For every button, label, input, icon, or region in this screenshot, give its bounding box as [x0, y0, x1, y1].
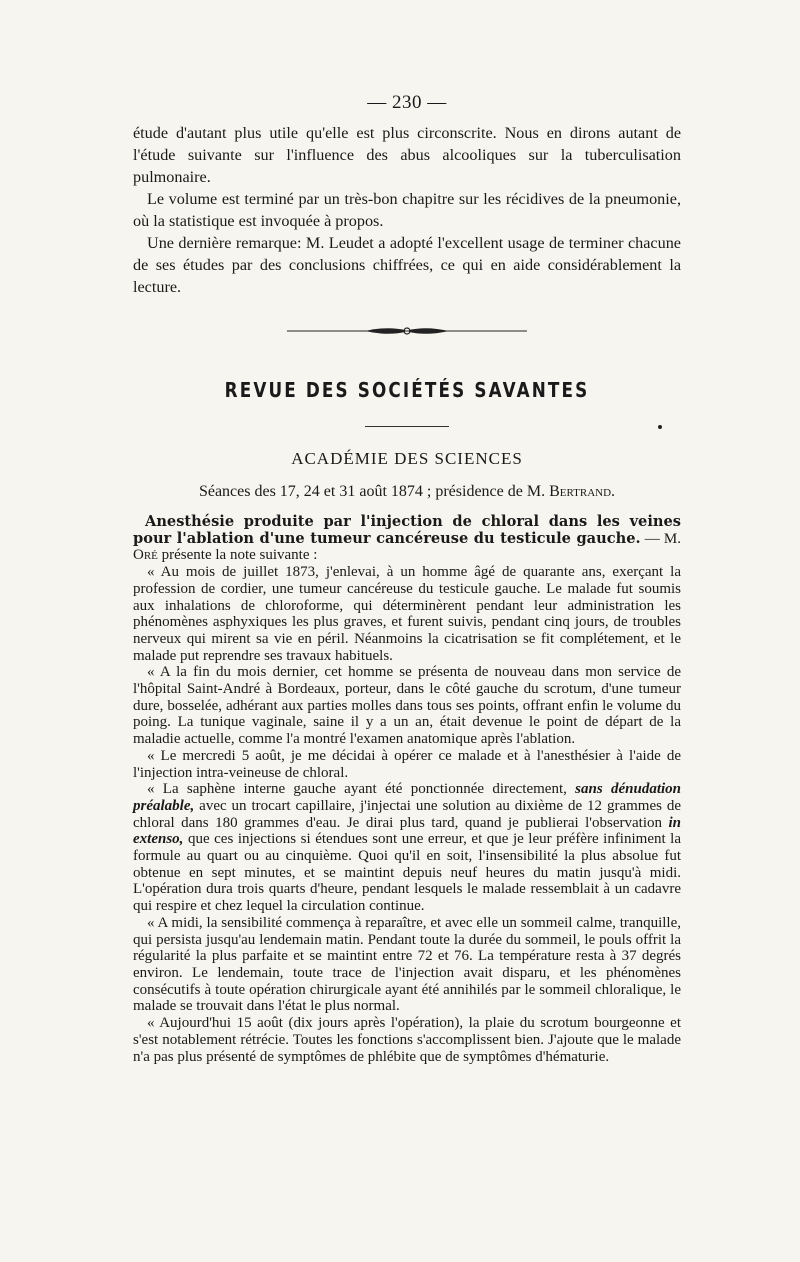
- article-heading-paragraph: [133, 514, 681, 564]
- divider-rule: [365, 426, 449, 427]
- session-text: Séances des 17, 24 et 31 août 1874 ; présidence de M.: [198, 483, 546, 500]
- article-intro-suffix: présente la note suivante :: [161, 547, 318, 564]
- article-paragraph: « A la fin du mois dernier, cet homme se présenta de nouveau dans mon service de l'hôpital Saint-André à Bordeaux, porteur, dans le côté gauche du scrotum, d'une tumeur dure, bosselée, adhérant aux parties molles dans tous ses points, offrant enfin le volume du poing. La tunique vaginale, saine il y a un an, était devenue le point de départ de la maladie actuelle, comme l'a montré l'examen anatomique après l'ablation.: [133, 664, 681, 748]
- article-text-span: « La saphène interne gauche ayant été ponctionnée directement,: [147, 781, 567, 798]
- article-paragraph: « Au mois de juillet 1873, j'enlevai, à un homme âgé de quarante ans, exerçant la profession de cordier, une tumeur cancéreuse du testicule gauche. Le malade fut soumis aux inhalations de chloroforme, qui déterminèrent pendant leur administration les phénomènes asphyxiques les plus graves, et furent suivis, pendant cinq jours, de troubles nerveux qui mirent sa vie en péril. Néanmoins la cicatrisation se fit complétement, et le malade put reprendre ses travaux habituels.: [133, 564, 681, 664]
- intro-paragraph: étude d'autant plus utile qu'elle est plus circonscrite. Nous en dirons autant de l'étude suivante sur l'influence des abus alcooliques sur la tuberculisation pulmonaire.: [133, 124, 681, 186]
- article-paragraph: « Aujourd'hui 15 août (dix jours après l'opération), la plaie du scrotum bourgeonne et s'est notablement rétrécie. Toutes les fonctions s'accomplissent bien. J'ajoute que le malade n'a pas plus présenté de symptômes de phlébite que de symptômes d'hématurie.: [133, 1015, 681, 1065]
- intro-text: [133, 122, 681, 298]
- intro-paragraph: Une dernière remarque: M. Leudet a adopté l'excellent usage de terminer chacune de ses études par des conclusions chiffrées, ce qui en aide considérablement la lecture.: [133, 234, 681, 296]
- italic-phrase: in extenso,: [133, 814, 681, 848]
- article-author: Oré: [133, 547, 158, 564]
- page-number: — 230 —: [367, 92, 447, 113]
- article-title: Anesthésie produite par l'injection de chloral dans les veines pour l'ablation d'une tumeur cancéreuse du testicule gauche.: [133, 513, 681, 547]
- article-paragraph: « A midi, la sensibilité commença à reparaître, et avec elle un sommeil calme, tranquille, qui persista jusqu'au lendemain matin. Pendant toute la durée du sommeil, le pouls offrit la régularité la plus parfaite et se maintint entre 72 et 76. La température resta à 37 degrés environ. Le lendemain, toute trace de l'injection avait disparu, et les phénomènes consécutifs à toute opération chirurgicale ayant été annihilés par le sommeil chloralique, le malade se trouvait dans l'état le plus normal.: [133, 914, 681, 1015]
- article-body: [133, 514, 681, 1065]
- session-dates: [133, 483, 681, 501]
- academy-title: ACADÉMIE DES SCIENCES: [291, 449, 523, 468]
- document-page: [133, 92, 681, 1065]
- president-name: Bertrand.: [549, 483, 616, 500]
- article-intro-prefix: — M.: [640, 530, 681, 547]
- section-title: REVUE DES SOCIÉTÉS SAVANTES: [224, 378, 590, 402]
- article-text-span: que ces injections si étendues sont une erreur, et que je leur préfère infiniment la formule au quart ou au cinquième. Quoi qu'il en soit, l'insensibilité la plus absolue fut obtenue en sept minutes, et se maintint depuis neuf heures du matin jusqu'à midi. L'opération dura trois quarts d'heure, pendant lesquels le malade ressemblait à un cadavre qui respire et chez lequel la circulation continue.: [133, 831, 681, 915]
- intro-paragraph: Le volume est terminé par un très-bon chapitre sur les récidives de la pneumonie, où la statistique est invoquée à propos.: [133, 190, 681, 230]
- fleuron-ornament: [287, 324, 527, 338]
- italic-phrase: sans dénudation préalable,: [133, 781, 681, 814]
- article-paragraph: [133, 781, 681, 915]
- article-paragraph: « Le mercredi 5 août, je me décidai à opérer ce malade et à l'anesthésier à l'aide de l'injection intra-veineuse de chloral.: [133, 747, 681, 781]
- article-text-span: avec un trocart capillaire, j'injectai une solution au dixième de 12 grammes de chloral dans 180 grammes d'eau. Je dirai plus tard, quand je publierai l'observation: [133, 797, 682, 831]
